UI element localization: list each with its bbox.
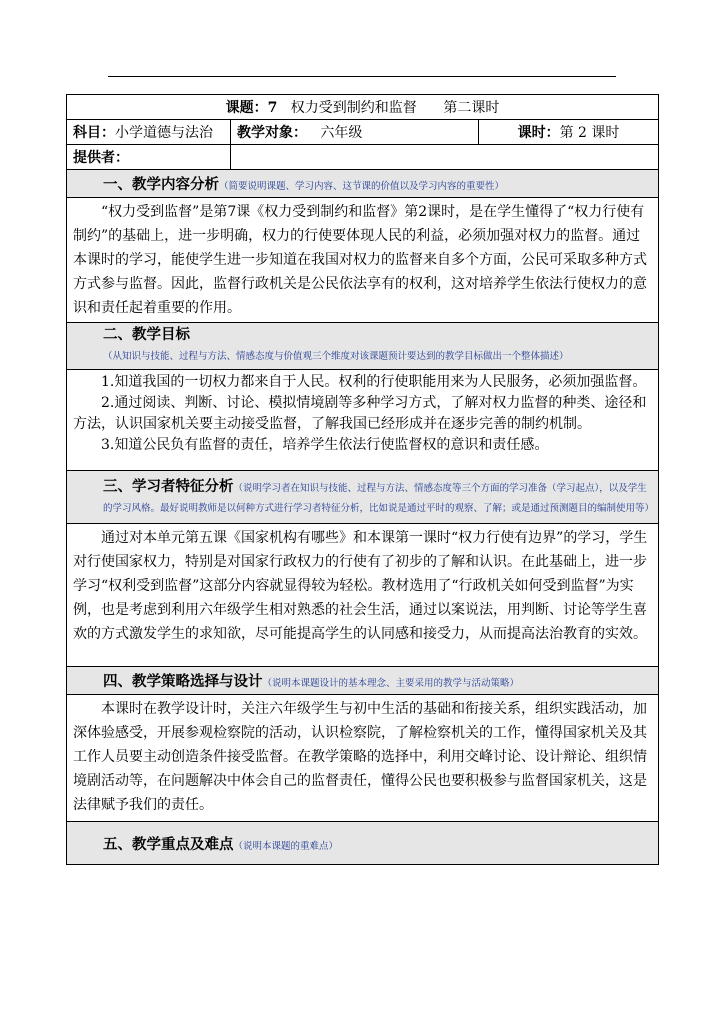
subject-label: 科目： xyxy=(73,125,115,141)
title-name: 权力受到制约和监督 xyxy=(290,100,417,116)
info-row xyxy=(67,120,659,145)
provider-label: 提供者： xyxy=(73,150,129,166)
section-note: （简要说明课题、学习内容、这节课的价值以及学习内容的重要性） xyxy=(219,181,505,192)
provider-value-cell xyxy=(231,145,659,170)
section-note: （说明学习者在知识与技能、过程与方法、情感态度等三个方面的学习准备（学习起点），以及学生的学习风格。最好说明教师是以何种方式进行学习者特征分析，比如说是通过平时的观察、了解；或是通过预测题目的编制使用等） xyxy=(103,482,655,514)
title-row xyxy=(67,95,659,120)
section-heading: 三、学习者特征分析 xyxy=(103,477,234,495)
section-note: （说明本课题设计的基本理念、主要采用的教学与活动策略） xyxy=(262,678,520,689)
hours-value: 第 2 课时 xyxy=(559,125,620,141)
section-heading: 二、教学目标 xyxy=(103,326,190,343)
subject-value: 小学道德与法治 xyxy=(115,125,213,141)
objective-item: 2.通过阅读、判断、讨论、模拟情境剧等多种学习方式，了解对权力监督的种类、途径和方法，认识国家机关要主动接受监督，了解我国已经形成并在逐步完善的制约机制。 xyxy=(73,395,647,432)
section-body-strategy xyxy=(67,695,659,822)
section-body-content-analysis xyxy=(67,198,659,323)
hours-cell xyxy=(479,120,659,145)
section-heading: 五、教学重点及难点 xyxy=(103,835,234,853)
section-header-learner-analysis xyxy=(67,471,659,524)
subject-cell xyxy=(67,120,231,145)
section-header-key-points xyxy=(67,822,659,865)
section-paragraph: “权力受到监督”是第7课《权力受到制约和监督》第2课时，是在学生懂得了“权力行使有制约”的基础上，进一步明确，权力的行使要体现人民的利益，必须加强对权力的监督。通过本课时的学习，能使学生进一步知道在我国对权力的监督来自多个方面，公民可采取多种方式方式参与监督。因此，监督行政机关是公民依法享有的权利，这对培养学生依法行使权力的意识和责任起着重要的作用。 xyxy=(73,204,647,316)
audience-label: 教学对象： xyxy=(237,125,307,141)
objective-item: 3.知道公民负有监督的责任，培养学生依法行使监督权的意识和责任感。 xyxy=(101,437,549,453)
section-body-learner-analysis xyxy=(67,524,659,667)
section-paragraph: 通过对本单元第五课《国家机构有哪些》和本课第一课时“权力行使有边界”的学习，学生对行使国家权力，特别是对国家行政权力的行使有了初步的了解和认识。在此基础上，进一步学习“权利受到监督”这部分内容就显得较为轻松。教材选用了“行政机关如何受到监督”为实例，也是考虑到利用六年级学生相对熟悉的社会生活，通过以案说法，用判断、讨论等学生喜欢的方式激发学生的求知欲，尽可能提高学生的认同感和接受力，从而提高法治教育的实效。 xyxy=(73,530,648,642)
audience-cell xyxy=(231,120,479,145)
provider-cell xyxy=(67,145,231,170)
provider-row xyxy=(67,145,659,170)
section-note: （说明本课题的重难点） xyxy=(233,840,339,852)
section-heading: 四、教学策略选择与设计 xyxy=(103,673,263,690)
audience-value: 六年级 xyxy=(320,125,363,141)
section-header-strategy xyxy=(67,667,659,695)
title-period: 第二课时 xyxy=(443,100,500,116)
section-header-objectives xyxy=(67,323,659,370)
header-rule xyxy=(108,76,616,77)
objective-item: 1.知道我国的一切权力都来自于人民。权利的行使职能用来为人民服务，必须加强监督。 xyxy=(101,374,647,390)
section-note: （从知识与技能、过程与方法、情感态度与价值观三个维度对该课题预计要达到的教学目标做出一个整体描述） xyxy=(103,351,569,362)
title-label: 课题：7 xyxy=(225,100,278,116)
section-heading: 一、教学内容分析 xyxy=(103,176,219,193)
section-body-objectives xyxy=(67,370,659,471)
section-paragraph: 本课时在教学设计时，关注六年级学生与初中生活的基础和衔接关系，组织实践活动，加深体验感受，开展参观检察院的活动，认识检察院，了解检察机关的工作，懂得国家机关及其工作人员要主动创造条件接受监督。在教学策略的选择中，利用交峰讨论、设计辩论、组织情境剧活动等，在问题解决中体会自己的监督责任，懂得公民也要积极参与监督国家机关，这是法律赋予我们的责任。 xyxy=(73,701,647,813)
section-header-content-analysis xyxy=(67,170,659,198)
lesson-title xyxy=(67,95,659,120)
lesson-plan-table xyxy=(66,94,659,865)
hours-label: 课时： xyxy=(517,125,560,141)
